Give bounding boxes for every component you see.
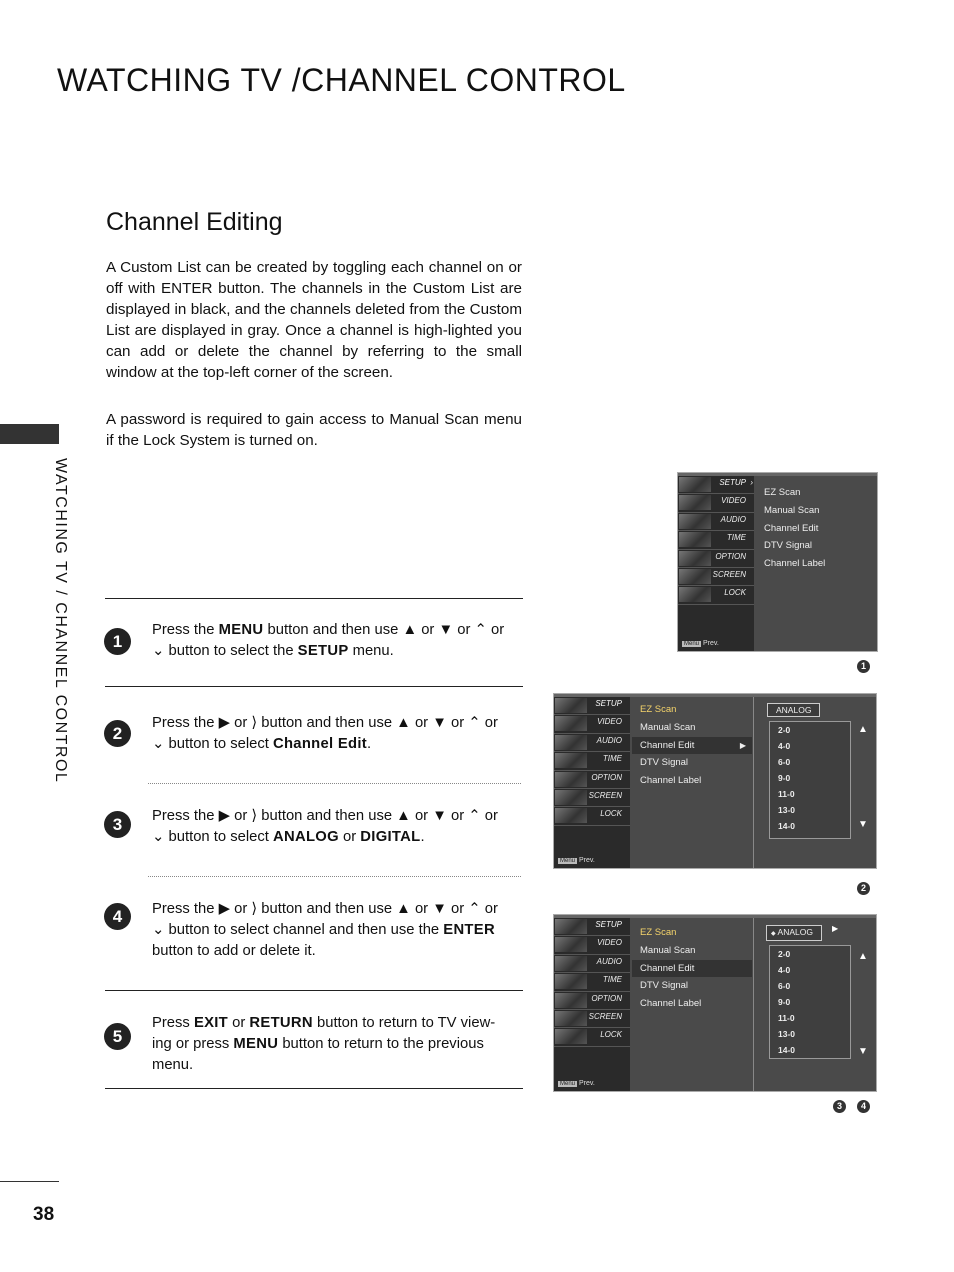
osd-side-menu	[678, 476, 754, 651]
figure-badge: 4	[857, 1100, 870, 1113]
osd-setup-submenu	[632, 924, 752, 1013]
osd-prev-hint: Menu Prev.	[560, 857, 595, 864]
osd-analog-tab: ◆ ANALOG	[766, 925, 822, 941]
osd-side-item: OPTION	[554, 771, 630, 789]
osd-side-item: AUDIO	[554, 955, 630, 973]
osd-menu-item: EZ Scan	[640, 704, 677, 715]
menu-thumbnail-icon	[555, 937, 587, 952]
menu-thumbnail-icon	[555, 919, 587, 934]
page-number: 38	[33, 1204, 55, 1225]
osd-menu-item: Channel Edit	[764, 522, 819, 534]
osd-menu-item: EZ Scan	[640, 927, 677, 938]
osd-side-menu	[554, 697, 630, 868]
menu-thumbnail-icon	[679, 551, 711, 566]
osd-menu-item: DTV Signal	[764, 540, 813, 552]
step-3-text: Press the ▶ or ⟩ button and then use ▲ or ▼ or ⌃ or ⌄ button to select ANALOG or DIGITAL.	[152, 808, 498, 845]
channel-item: 4-0	[778, 741, 791, 751]
steps-top-rule	[105, 598, 523, 599]
menu-thumbnail-icon	[555, 735, 587, 750]
osd-setup-submenu	[756, 484, 876, 573]
osd-channel-list	[769, 721, 851, 839]
step-rule	[105, 990, 523, 991]
menu-thumbnail-icon	[679, 569, 711, 584]
osd-side-item: SETUP ›	[678, 476, 754, 494]
menu-thumbnail-icon	[679, 514, 711, 529]
channel-item: 14-0	[778, 1045, 796, 1055]
dotted-divider	[148, 783, 521, 784]
osd-side-item: VIDEO	[554, 936, 630, 954]
osd-side-item: TIME	[554, 752, 630, 770]
osd-side-item: VIDEO	[554, 715, 630, 733]
osd-side-menu	[554, 918, 630, 1091]
updown-icon: ◆	[771, 931, 776, 937]
osd-side-item: LOCK	[554, 807, 630, 825]
page-title: WATCHING TV /CHANNEL CONTROL	[57, 62, 626, 98]
osd-menu-item-selected: Channel Edit ▶	[632, 737, 752, 755]
osd-side-item: LOCK	[554, 1028, 630, 1046]
osd-analog-tab: ANALOG	[767, 703, 820, 717]
osd-menu-item: DTV Signal	[640, 980, 689, 992]
osd-menu-item: Manual Scan	[764, 504, 820, 516]
osd-setup-submenu	[632, 701, 752, 790]
scroll-down-icon: ▼	[858, 1046, 868, 1057]
osd-menu-item: Channel Label	[640, 998, 702, 1010]
menu-thumbnail-icon	[555, 974, 587, 989]
menu-thumbnail-icon	[555, 698, 587, 713]
channel-item: 6-0	[778, 981, 791, 991]
figure-badge: 2	[857, 882, 870, 895]
osd-menu-item: Channel Label	[640, 775, 702, 787]
menu-thumbnail-icon	[555, 956, 587, 971]
osd-side-item: OPTION	[554, 992, 630, 1010]
step-1-text: Press the MENU button and then use ▲ or ▼ or ⌃ or ⌄ button to select the SETUP menu.	[152, 622, 505, 659]
osd-menu-item: Manual Scan	[640, 721, 696, 733]
channel-item: 2-0	[778, 949, 791, 959]
menu-thumbnail-icon	[679, 532, 711, 547]
arrow-right-icon: ▶	[832, 924, 839, 933]
osd-screen-channel-edit	[553, 693, 877, 869]
osd-screen-setup-menu	[677, 472, 878, 652]
steps-bottom-rule	[105, 1088, 523, 1089]
osd-side-item: SCREEN	[678, 568, 754, 586]
side-tab-marker	[0, 424, 59, 444]
osd-side-item: TIME	[554, 973, 630, 991]
step-3-number: 3	[104, 811, 131, 838]
osd-channel-list	[769, 945, 851, 1059]
step-1-number: 1	[104, 628, 131, 655]
password-note: A password is required to gain access to Manual Scan menu if the Lock System is turned on.	[106, 411, 522, 449]
osd-menu-item: EZ Scan	[764, 487, 801, 498]
osd-side-item: AUDIO	[678, 513, 754, 531]
menu-thumbnail-icon	[555, 1029, 587, 1044]
menu-thumbnail-icon	[679, 477, 711, 492]
step-4-text: Press the ▶ or ⟩ button and then use ▲ or ▼ or ⌃ or ⌄ button to select channel and then use the ENTER button to add or delete it.	[152, 901, 498, 959]
osd-menu-item: DTV Signal	[640, 757, 689, 769]
channel-item: 6-0	[778, 757, 791, 767]
side-section-label: WATCHING TV / CHANNEL CONTROL	[52, 458, 69, 784]
scroll-down-icon: ▼	[858, 819, 868, 830]
osd-side-item: SETUP	[554, 918, 630, 936]
menu-thumbnail-icon	[555, 790, 587, 805]
channel-item: 11-0	[778, 789, 795, 799]
channel-item: 13-0	[778, 805, 796, 815]
section-title: Channel Editing	[106, 208, 283, 236]
menu-thumbnail-icon	[555, 716, 587, 731]
step-2-number: 2	[104, 720, 131, 747]
figure-badge: 3	[833, 1100, 846, 1113]
channel-item: 9-0	[778, 773, 791, 783]
intro-paragraph: A Custom List can be created by toggling each channel on or off with ENTER button. The channels in the Custom List are displayed in black, and the channels deleted from the Custom List are displayed in gray. Once a channel is high-lighted you can add or delete the channel by referring to the small window at the top-left corner of the screen.	[106, 259, 522, 381]
osd-side-item: SETUP	[554, 697, 630, 715]
menu-thumbnail-icon	[555, 772, 587, 787]
step-rule	[105, 686, 523, 687]
menu-thumbnail-icon	[679, 495, 711, 510]
dotted-divider	[148, 876, 521, 877]
osd-side-item: LOCK	[678, 586, 754, 604]
scroll-up-icon: ▲	[858, 951, 868, 962]
arrow-right-icon: ▶	[739, 740, 746, 750]
osd-side-item: SCREEN	[554, 789, 630, 807]
channel-item: 2-0	[778, 725, 791, 735]
step-5-number: 5	[104, 1023, 131, 1050]
step-4-number: 4	[104, 903, 131, 930]
channel-item: 13-0	[778, 1029, 796, 1039]
osd-menu-item: Channel Label	[764, 558, 826, 570]
figure-badge: 1	[857, 660, 870, 673]
menu-thumbnail-icon	[555, 993, 587, 1008]
menu-thumbnail-icon	[555, 808, 587, 823]
osd-side-item: SCREEN	[554, 1010, 630, 1028]
osd-prev-hint: Menu Prev.	[560, 1080, 595, 1087]
osd-screen-channel-list	[553, 914, 877, 1092]
osd-side-item: TIME	[678, 531, 754, 549]
channel-item: 4-0	[778, 965, 791, 975]
osd-side-item: OPTION	[678, 550, 754, 568]
step-5-text: Press EXIT or RETURN button to return to TV view-ing or press MENU button to return to the previous menu.	[152, 1015, 496, 1073]
osd-menu-item: Manual Scan	[640, 944, 696, 956]
footer-rule	[0, 1181, 59, 1182]
osd-prev-hint: Menu Prev.	[684, 640, 719, 647]
osd-side-item: AUDIO	[554, 734, 630, 752]
osd-side-item: VIDEO	[678, 494, 754, 512]
menu-thumbnail-icon	[555, 753, 587, 768]
scroll-up-icon: ▲	[858, 724, 868, 735]
step-2-text: Press the ▶ or ⟩ button and then use ▲ or ▼ or ⌃ or ⌄ button to select Channel Edit.	[152, 715, 498, 752]
channel-item: 11-0	[778, 1013, 795, 1023]
channel-item: 14-0	[778, 821, 796, 831]
menu-thumbnail-icon	[555, 1011, 587, 1026]
channel-item: 9-0	[778, 997, 791, 1007]
osd-menu-item-selected: Channel Edit	[632, 960, 752, 978]
menu-thumbnail-icon	[679, 587, 711, 602]
